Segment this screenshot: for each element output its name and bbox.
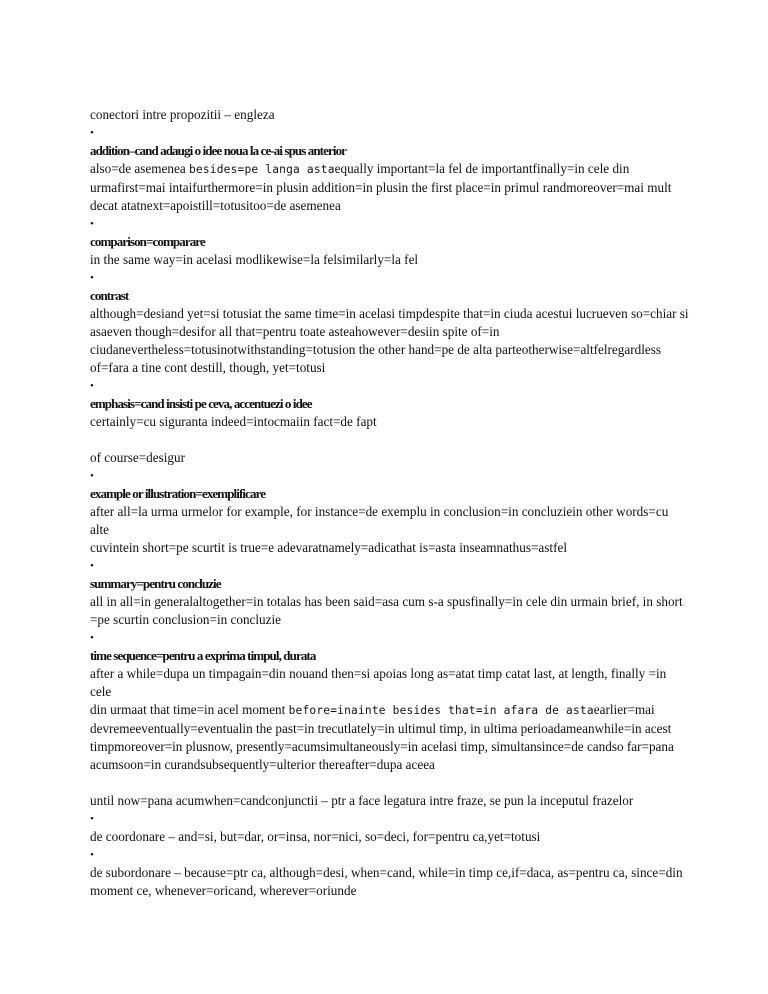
example-line-1: after all=la urma urmelor for example, for instance=de exemplu in conclusion=in concluziein other words=cu alte [90, 504, 669, 537]
summary-line-1: all in all=in generalaltogether=in totalas has been said=asa cum s-a spusfinally=in cele din urmain brief, in short [90, 594, 683, 609]
bullet: • [90, 849, 94, 861]
contrast-line-4: of=fara a tine cont destill, though, yet=totusi [90, 360, 326, 375]
contrast-line-2: asaeven though=desifor all that=pentru toate asteahowever=desiin spite of=in [90, 324, 500, 339]
contrast-line-1: although=desiand yet=si totusiat the same time=in acelasi timpdespite that=in ciuda acestui lucrueven so=chiar si [90, 306, 689, 321]
section-heading-time: time sequence=pentru a exprima timpul, durata [90, 648, 316, 663]
subordinating-conjunctions-2: moment ce, whenever=oricand, wherever=oriunde [90, 883, 357, 898]
text-run: earlier=mai [593, 702, 655, 717]
comparison-line-1: in the same way=in acelasi modlikewise=la felsimilarly=la fel [90, 252, 419, 267]
summary-line-2: =pe scurtin conclusion=in concluzie [90, 612, 282, 627]
document-body [90, 106, 690, 900]
text-run: also=de asemenea [90, 161, 189, 176]
bullet: • [90, 470, 94, 482]
text-run: equally important=la fel de importantfinally=in cele din [334, 161, 630, 176]
section-heading-summary: summary=pentru concluzie [90, 576, 221, 591]
time-line-1: after a while=dupa un timpagain=din nouand then=si apoias long as=atat timp catat last, at length, finally =in cele [90, 666, 667, 699]
time-line-2 [90, 701, 690, 720]
emphasis-line-1: certainly=cu siguranta indeed=intocmaiin fact=de fapt [90, 414, 377, 429]
time-line-4: timpmoreover=in plusnow, presently=acumsimultaneously=in acelasi timp, simultansince=de candso far=pana [90, 739, 674, 754]
emphasis-line-2: of course=desigur [90, 450, 185, 465]
section-heading-emphasis: emphasis=cand insisti pe ceva, accentuezi o idee [90, 396, 312, 411]
addition-line-1 [90, 160, 690, 179]
section-heading-comparison: comparison=comparare [90, 234, 205, 249]
section-heading-contrast: contrast [90, 288, 129, 303]
text-run-mono: besides=pe langa asta [188, 163, 335, 176]
time-line-5: acumsoon=in curandsubsequently=ulterior thereafter=dupa aceea [90, 757, 435, 772]
subordinating-conjunctions-1: de subordonare – because=ptr ca, although=desi, when=cand, while=in timp ce,if=daca, as=pentru ca, since=din [90, 865, 683, 880]
time-line-3: devremeeventually=eventualin the past=in trecutlately=in ultimul timp, in ultima perioadameanwhile=in acest [90, 721, 672, 736]
bullet: • [90, 380, 94, 392]
bullet: • [90, 813, 94, 825]
coordinating-conjunctions: de coordonare – and=si, but=dar, or=insa, nor=nici, so=deci, for=pentru ca,yet=totusi [90, 829, 541, 844]
addition-line-3: decat atatnext=apoistill=totusitoo=de asemenea [90, 198, 341, 213]
bullet: • [90, 218, 94, 230]
spacer [90, 431, 690, 449]
spacer [90, 774, 690, 792]
section-heading-example: example or illustration=exemplificare [90, 486, 266, 501]
bullet: • [90, 560, 94, 572]
contrast-line-3: ciudanevertheless=totusinotwithstanding=totusion the other hand=pe de alta parteotherwise=altfelregardless [90, 342, 662, 357]
document-title: conectori intre propozitii – engleza [90, 107, 275, 122]
bullet: • [90, 272, 94, 284]
example-line-2: cuvintein short=pe scurtit is true=e adevaratnamely=adicathat is=asta inseamnathus=astfel [90, 540, 567, 555]
bullet: • [90, 632, 94, 644]
bullet: • [90, 127, 94, 139]
text-run-mono: before=inainte besides that=in afara de asta [288, 704, 594, 717]
section-heading-addition: addition–cand adaugi o idee noua la ce-ai spus anterior [90, 143, 347, 158]
conjunctions-intro: until now=pana acumwhen=candconjunctii – ptr a face legatura intre fraze, se pun la inceputul frazelor [90, 793, 634, 808]
text-run: din urmaat that time=in acel moment [90, 702, 289, 717]
addition-line-2: urmafirst=mai intaifurthermore=in plusin addition=in plusin the first place=in primul randmoreover=mai mult [90, 180, 672, 195]
